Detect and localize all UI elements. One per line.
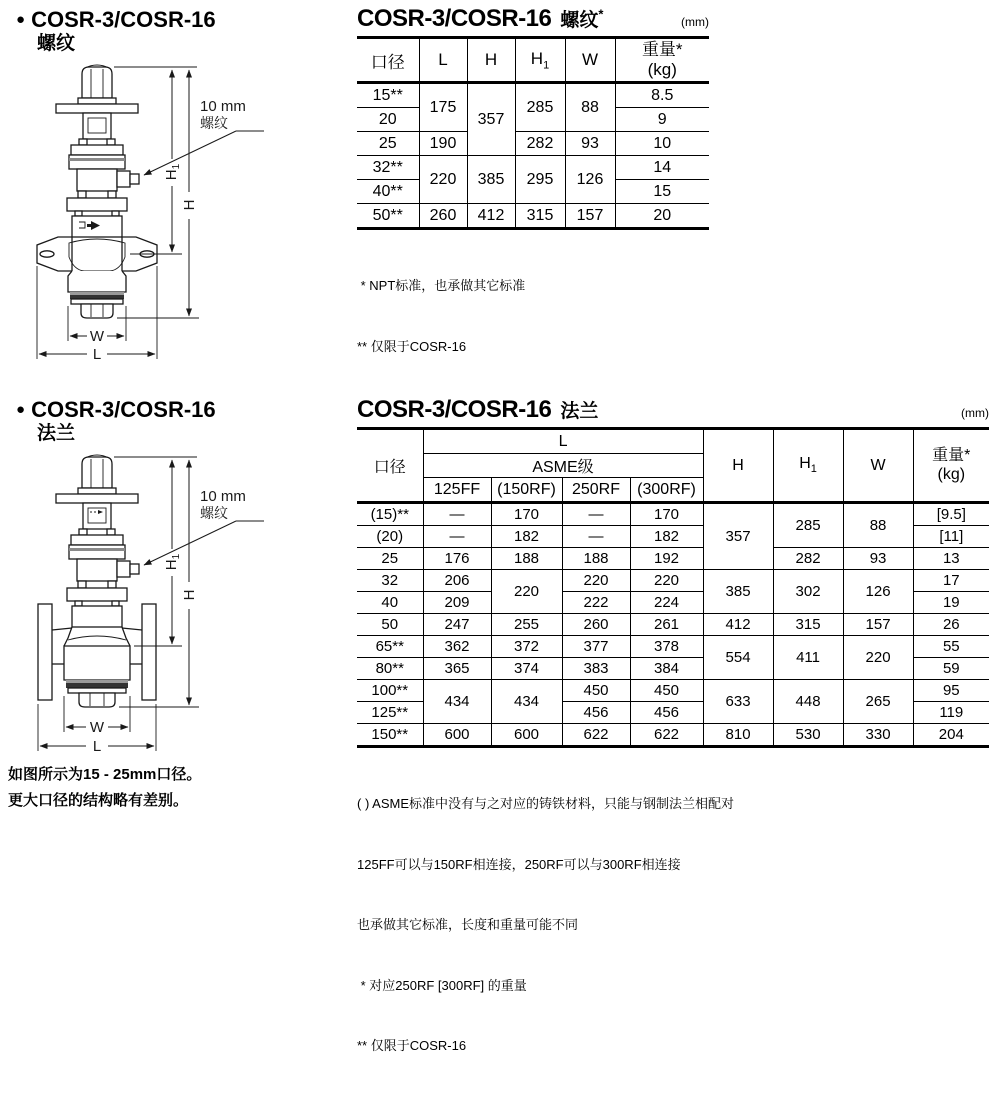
table-cell: 330 xyxy=(843,724,913,747)
table-cell: 385 xyxy=(467,156,515,204)
table-cell: 372 xyxy=(491,636,562,658)
table-cell: 260 xyxy=(419,204,467,229)
table-cell: 285 xyxy=(515,83,565,132)
table-cell: 65** xyxy=(357,636,423,658)
table-cell: 19 xyxy=(913,592,989,614)
table-cell: 175 xyxy=(419,83,467,132)
table-cell: [9.5] xyxy=(913,503,989,526)
dim-label-l: L xyxy=(92,346,102,363)
side-port xyxy=(117,561,139,577)
col-header-h1: $H_1$ xyxy=(515,38,565,83)
table-cell: 220 xyxy=(491,570,562,614)
table-cell: 411 xyxy=(773,636,843,680)
valve-drawing-flanged xyxy=(22,448,272,760)
col-header-l: L xyxy=(419,38,467,83)
table-cell: 14 xyxy=(615,156,709,180)
bullet-icon: ● xyxy=(16,401,26,418)
note-line: ** 仅限于COSR-16 xyxy=(357,1037,467,1053)
flanged-table-block xyxy=(357,396,989,1096)
unit-label: (mm) xyxy=(681,15,709,29)
table-cell: 265 xyxy=(843,680,913,724)
table-cell: [11] xyxy=(913,526,989,548)
table-row xyxy=(357,570,989,592)
col-header-h: H xyxy=(703,429,773,503)
table-cell: 40 xyxy=(357,592,423,614)
table-cell: 50 xyxy=(357,614,423,636)
table-cell: 32 xyxy=(357,570,423,592)
table-cell: 282 xyxy=(773,548,843,570)
table-cell: 88 xyxy=(843,503,913,548)
table-cell: 600 xyxy=(491,724,562,747)
section-flanged-subtitle: 法兰 xyxy=(37,423,76,444)
table-cell: 456 xyxy=(630,702,703,724)
col-header-l-group: L xyxy=(423,429,703,454)
table-cell: 224 xyxy=(630,592,703,614)
col-header-weight: 重量* (kg) xyxy=(615,38,709,83)
col-header-300rf: (300RF) xyxy=(630,478,703,503)
col-header-125ff: 125FF xyxy=(423,478,491,503)
threaded-table-notes xyxy=(357,236,709,397)
table-cell: 192 xyxy=(630,548,703,570)
table-row xyxy=(357,680,989,702)
table-cell: 365 xyxy=(423,658,491,680)
unit-label: (mm) xyxy=(961,406,989,420)
table-cell: 220 xyxy=(562,570,630,592)
flanged-table-title xyxy=(357,396,989,424)
table-cell: 95 xyxy=(913,680,989,702)
table-cell: 59 xyxy=(913,658,989,680)
table-cell: 188 xyxy=(562,548,630,570)
table-cell: 157 xyxy=(565,204,615,229)
table-cell: 448 xyxy=(773,680,843,724)
dim-label-h: H xyxy=(181,589,198,601)
dimension-h1 xyxy=(114,67,197,254)
table-cell: 176 xyxy=(423,548,491,570)
note-line: ** 仅限于COSR-16 xyxy=(357,338,467,354)
table-cell: 622 xyxy=(630,724,703,747)
table-cell: 554 xyxy=(703,636,773,680)
table-cell: 530 xyxy=(773,724,843,747)
table-cell: — xyxy=(423,503,491,526)
note-line: 也承做其它标准，长度和重量可能不同 xyxy=(357,917,579,933)
hex-cap xyxy=(78,455,116,494)
valve-body-threaded xyxy=(37,216,157,318)
table-cell: 315 xyxy=(773,614,843,636)
note-line: * NPT标准，也承做其它标准 xyxy=(357,278,526,294)
table-cell: 600 xyxy=(423,724,491,747)
col-header-h1: $H_1$ xyxy=(773,429,843,503)
table-cell: 385 xyxy=(703,570,773,614)
table-cell: 80** xyxy=(357,658,423,680)
drawing-caption xyxy=(8,762,201,813)
table-cell: 20 xyxy=(357,108,419,132)
table-cell: 55 xyxy=(913,636,989,658)
table-cell: 17 xyxy=(913,570,989,592)
valve-drawing-threaded xyxy=(22,58,272,368)
valve-body-flanged xyxy=(38,604,156,707)
body-flange xyxy=(67,581,127,606)
table-cell: 295 xyxy=(515,156,565,204)
note-line: ( ) ASME标准中没有与之对应的铸铁材料，只能与钢制法兰相配对 xyxy=(357,796,735,812)
table-cell: 206 xyxy=(423,570,491,592)
table-cell: 374 xyxy=(491,658,562,680)
table-cell: 633 xyxy=(703,680,773,724)
thread-annotation xyxy=(144,488,264,565)
table-cell: 93 xyxy=(565,132,615,156)
table-cell: 125** xyxy=(357,702,423,724)
hex-cap xyxy=(78,65,116,104)
col-header-w: W xyxy=(565,38,615,83)
table-cell: 450 xyxy=(562,680,630,702)
col-header-w: W xyxy=(843,429,913,503)
table-cell: 13 xyxy=(913,548,989,570)
thread-annotation xyxy=(144,98,264,175)
col-header-h: H xyxy=(467,38,515,83)
table-row xyxy=(357,132,709,156)
table-cell: 100** xyxy=(357,680,423,702)
table-cell: 150** xyxy=(357,724,423,747)
table-cell: 378 xyxy=(630,636,703,658)
table-cell: 204 xyxy=(913,724,989,747)
table-row xyxy=(357,503,989,526)
table-cell: 25 xyxy=(357,132,419,156)
table-cell: 357 xyxy=(703,503,773,570)
table-cell: 810 xyxy=(703,724,773,747)
table-cell: 220 xyxy=(843,636,913,680)
col-header-bore: 口径 xyxy=(357,38,419,83)
table-cell: 10 xyxy=(615,132,709,156)
table-cell: 622 xyxy=(562,724,630,747)
threaded-table-title-type: 螺纹* xyxy=(560,6,604,31)
table-cell: 40** xyxy=(357,180,419,204)
table-cell: 126 xyxy=(565,156,615,204)
section-threaded-subtitle: 螺纹 xyxy=(37,33,76,54)
table-cell: 434 xyxy=(423,680,491,724)
table-cell: 383 xyxy=(562,658,630,680)
threaded-table-title-model: COSR-3/COSR-16 xyxy=(357,5,552,32)
spring-yoke xyxy=(56,494,138,529)
table-cell: 377 xyxy=(562,636,630,658)
table-cell: (20) xyxy=(357,526,423,548)
caption-line: 更大口径的结构略有差别。 xyxy=(8,791,189,809)
thread-annotation-label: 螺纹 xyxy=(200,505,228,521)
spring-yoke xyxy=(56,104,138,139)
flanged-table-notes xyxy=(357,754,989,1096)
table-cell: 384 xyxy=(630,658,703,680)
table-cell: (15)** xyxy=(357,503,423,526)
dim-label-h1: $H_1$ xyxy=(163,553,182,571)
table-header-row xyxy=(357,429,989,454)
table-cell: 50** xyxy=(357,204,419,229)
table-cell: 247 xyxy=(423,614,491,636)
section-threaded-title: COSR-3/COSR-16 xyxy=(31,7,216,32)
bullet-icon: ● xyxy=(16,11,26,28)
col-header-bore: 口径 xyxy=(357,429,423,503)
col-header-250rf: 250RF xyxy=(562,478,630,503)
table-row xyxy=(357,724,989,747)
table-cell: 255 xyxy=(491,614,562,636)
table-row xyxy=(357,614,989,636)
section-threaded-heading xyxy=(16,6,216,34)
table-cell: 412 xyxy=(703,614,773,636)
table-cell: 315 xyxy=(515,204,565,229)
table-cell: 261 xyxy=(630,614,703,636)
threaded-table-block xyxy=(357,5,709,397)
table-cell: 434 xyxy=(491,680,562,724)
table-cell: 32** xyxy=(357,156,419,180)
table-cell: 182 xyxy=(491,526,562,548)
dim-label-h1: $H_1$ xyxy=(163,163,182,181)
table-cell: 15 xyxy=(615,180,709,204)
table-cell: 93 xyxy=(843,548,913,570)
table-cell: 222 xyxy=(562,592,630,614)
section-flanged-title: COSR-3/COSR-16 xyxy=(31,397,216,422)
flanged-table-title-type: 法兰 xyxy=(560,401,599,422)
table-cell: 285 xyxy=(773,503,843,548)
table-cell: 119 xyxy=(913,702,989,724)
table-cell: 170 xyxy=(491,503,562,526)
table-cell: 412 xyxy=(467,204,515,229)
table-cell: 188 xyxy=(491,548,562,570)
note-line: * 对应250RF [300RF] 的重量 xyxy=(357,977,527,993)
side-port xyxy=(117,171,139,187)
thread-annotation-label: 螺纹 xyxy=(200,115,228,131)
note-line: 125FF可以与150RF相连接，250RF可以与300RF相连接 xyxy=(357,856,681,872)
table-row xyxy=(357,83,709,108)
col-header-150rf: (150RF) xyxy=(491,478,562,503)
col-header-asme: ASME级 xyxy=(423,454,703,478)
table-cell: 20 xyxy=(615,204,709,229)
dim-label-l: L xyxy=(92,738,102,755)
caption-line: 如图所示为15 - 25mm口径。 xyxy=(8,766,202,783)
dim-label-w: W xyxy=(89,719,105,736)
table-cell: 282 xyxy=(515,132,565,156)
table-cell: 26 xyxy=(913,614,989,636)
flanged-table-title-model: COSR-3/COSR-16 xyxy=(357,396,552,423)
dim-label-h: H xyxy=(181,199,198,211)
table-cell: 302 xyxy=(773,570,843,614)
table-cell: 182 xyxy=(630,526,703,548)
table-cell: 190 xyxy=(419,132,467,156)
thread-annotation-size: 10 mm xyxy=(200,488,246,505)
threaded-table-title xyxy=(357,5,709,33)
table-row xyxy=(357,548,989,570)
table-cell: 25 xyxy=(357,548,423,570)
table-cell: 220 xyxy=(419,156,467,204)
table-cell: 209 xyxy=(423,592,491,614)
table-row xyxy=(357,204,709,229)
col-header-weight: 重量* (kg) xyxy=(913,429,989,503)
table-cell: 450 xyxy=(630,680,703,702)
table-row xyxy=(357,636,989,658)
body-flange xyxy=(67,191,127,216)
table-cell: — xyxy=(423,526,491,548)
dim-label-w: W xyxy=(89,328,105,345)
table-cell: 260 xyxy=(562,614,630,636)
table-cell: 357 xyxy=(467,83,515,156)
table-cell: 9 xyxy=(615,108,709,132)
table-row xyxy=(357,156,709,180)
flanged-table xyxy=(357,427,989,748)
table-cell: 15** xyxy=(357,83,419,108)
table-cell: 88 xyxy=(565,83,615,132)
threaded-table xyxy=(357,36,709,230)
table-cell: 362 xyxy=(423,636,491,658)
table-cell: — xyxy=(562,526,630,548)
table-cell: 456 xyxy=(562,702,630,724)
table-cell: 126 xyxy=(843,570,913,614)
table-header-row xyxy=(357,38,709,83)
table-cell: 220 xyxy=(630,570,703,592)
table-cell: 8.5 xyxy=(615,83,709,108)
section-flanged-heading xyxy=(16,396,216,424)
table-cell: 170 xyxy=(630,503,703,526)
thread-annotation-size: 10 mm xyxy=(200,98,246,115)
table-cell: — xyxy=(562,503,630,526)
table-cell: 157 xyxy=(843,614,913,636)
